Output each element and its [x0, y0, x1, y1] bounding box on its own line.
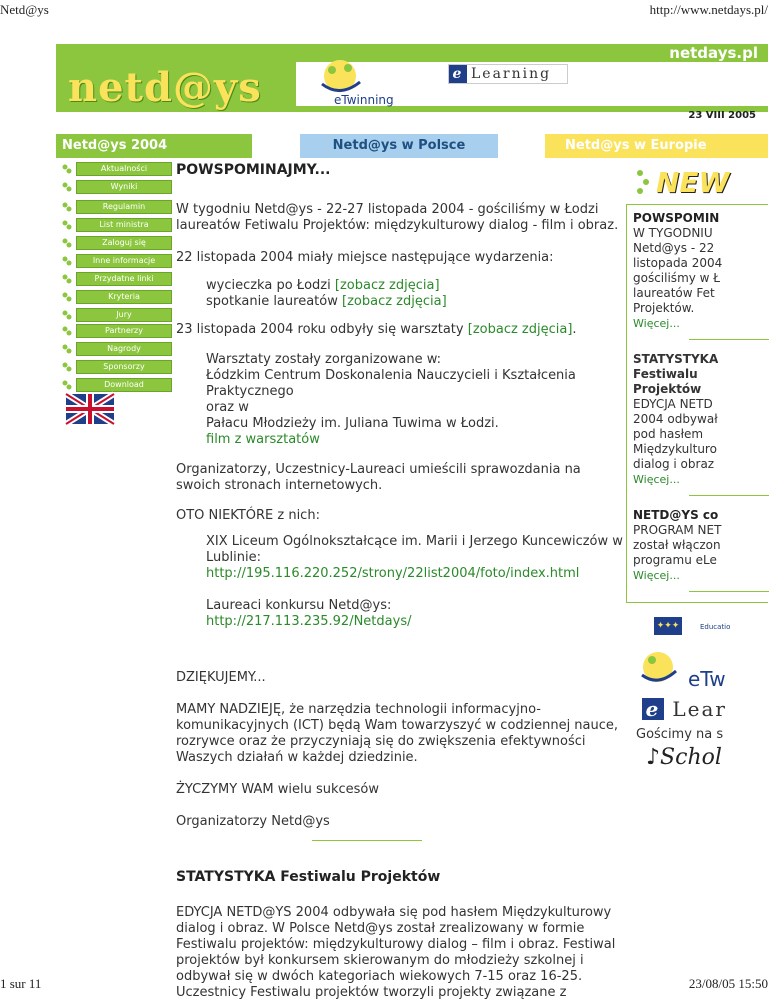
example-2-text: Laureaci konkursu Netd@ys: — [206, 598, 392, 613]
sidebar-item-label[interactable]: Aktualności — [76, 162, 172, 176]
sidebar-item-label[interactable]: Nagrody — [76, 342, 172, 356]
sidebar-item-label[interactable]: Przydatne linki — [76, 272, 172, 286]
bullet-icon — [62, 380, 72, 390]
event-meeting: spotkanie laureatów — [206, 294, 338, 309]
banner-date: 23 VIII 2005 — [688, 110, 756, 121]
print-timestamp: 23/08/05 15:50 — [688, 976, 768, 991]
sidebar-item-5[interactable] — [62, 252, 172, 270]
examples-heading: OTO NIEKTÓRE z nich: — [176, 508, 320, 523]
tab-netdays-polska[interactable]: Netd@ys w Polsce — [300, 134, 498, 158]
education-logo[interactable]: Educatio — [700, 623, 731, 631]
site-domain[interactable]: netdays.pl — [669, 44, 758, 62]
uk-flag-icon[interactable] — [66, 394, 114, 424]
bullet-icon — [62, 256, 72, 266]
bullet-icon — [62, 326, 72, 336]
sidebar-item-7[interactable] — [62, 288, 172, 306]
sidebar-item-label[interactable]: Partnerzy — [76, 324, 172, 338]
reports-text: Organizatorzy, Uczestnicy-Laureaci umieścili sprawozdania na swoich stronach internetowych. — [176, 462, 581, 493]
bullet-icon — [62, 164, 72, 174]
browser-title: Netd@ys — [0, 2, 49, 17]
etwinning-logo-small[interactable] — [632, 647, 692, 695]
sidebar-item-9[interactable] — [62, 322, 172, 340]
news-3-text: PROGRAM NET został włączon programu eLe — [633, 523, 722, 567]
site-banner — [56, 44, 768, 124]
sidebar-item-label[interactable]: Zaloguj się — [76, 236, 172, 250]
sidebar-item-3[interactable] — [62, 216, 172, 234]
page-title: POWSPOMINAJMY... — [176, 162, 331, 178]
workshops-place-2: Pałacu Młodzieży im. Juliana Tuwima w Łodzi. — [206, 416, 499, 431]
news-1-title: POWSPOMIN — [633, 211, 720, 225]
sidebar-item-10[interactable] — [62, 340, 172, 358]
elearning-logo-small[interactable]: e Lear — [642, 697, 727, 721]
sidebar-item-label[interactable]: Kryteria — [76, 290, 172, 304]
elearning-logo[interactable]: e Learning — [448, 64, 568, 84]
bullet-icon — [62, 220, 72, 230]
workshops-place-1: Łódzkim Centrum Doskonalenia Nauczycieli i Kształcenia Praktycznego — [206, 368, 576, 399]
sidebar-item-label[interactable]: Download — [76, 378, 172, 392]
news-3-more[interactable]: Więcej... — [633, 569, 680, 582]
bullet-icon — [62, 310, 72, 320]
netdays-logo[interactable]: netd@ys — [68, 64, 262, 111]
event-trip: wycieczka po Łodzi — [206, 278, 331, 293]
news-3-title: NETD@YS co — [633, 508, 719, 522]
example-1-link[interactable]: http://195.116.220.252/strony/22list2004/foto/index.html — [206, 566, 580, 581]
bullet-icon — [62, 362, 72, 372]
sidebar-item-label[interactable]: Jury — [76, 308, 172, 322]
sidebar-item-4[interactable] — [62, 234, 172, 252]
photos-link-workshops[interactable]: [zobacz zdjęcia] — [467, 322, 573, 337]
stats-heading: STATYSTYKA Festiwalu Projektów — [176, 869, 441, 885]
bullet-icon — [62, 274, 72, 284]
news-1-text: W TYGODNIU Netd@ys - 22 listopada 2004 gościliśmy w Ł laureatów Fet Projektów. — [633, 226, 723, 315]
news-box — [626, 204, 768, 603]
news-logo: NEW — [634, 166, 768, 198]
photos-link-meeting[interactable]: [zobacz zdjęcia] — [342, 294, 447, 309]
section-divider — [312, 840, 422, 841]
news-2-title: STATYSTYKA Festiwalu Projektów — [633, 352, 719, 396]
thanks-text: DZIĘKUJEMY... — [176, 670, 266, 685]
hope-text: MAMY NADZIEJĘ, że narzędzia technologii informacyjno-komunikacyjnych (ICT) będą Wam towarzyszyć w codziennej nauce, rozrywce oraz że przyczyniają się do zwiększenia efektywności Waszych działań w każdej dziedzinie. — [176, 702, 619, 765]
browser-url: http://www.netdays.pl/ — [649, 2, 768, 17]
sidebar-item-2[interactable] — [62, 198, 172, 216]
eu-flag-icon[interactable]: ✦✦✦ — [654, 617, 682, 635]
page-counter: 1 sur 11 — [0, 976, 42, 991]
sidebar-item-0[interactable] — [62, 160, 172, 178]
events-intro: 22 listopada 2004 miały miejsce następujące wydarzenia: — [176, 250, 554, 265]
news-2-text: EDYCJA NETD 2004 odbywał pod hasłem Międzykulturo dialog i obraz — [633, 397, 718, 471]
news-1-more[interactable]: Więcej... — [633, 317, 680, 330]
wish-text: ŻYCZYMY WAM wielu sukcesów — [176, 782, 380, 797]
film-link[interactable]: film z warsztatów — [206, 432, 320, 447]
sidebar-item-label[interactable]: Sponsorzy — [76, 360, 172, 374]
sidebar-item-label[interactable]: List ministra — [76, 218, 172, 232]
etwinning-logo[interactable] — [308, 54, 394, 108]
tab-netdays-2004[interactable]: Netd@ys 2004 — [56, 134, 252, 158]
sidebar-item-6[interactable] — [62, 270, 172, 288]
sidebar-item-12[interactable] — [62, 376, 172, 394]
sidebar-item-label[interactable]: Regulamin — [76, 200, 172, 214]
example-2-link[interactable]: http://217.113.235.92/Netdays/ — [206, 614, 412, 629]
workshops-text: 23 listopada 2004 roku odbyły się warsztaty — [176, 322, 464, 337]
example-1-text: XIX Liceum Ogólnokształcące im. Marii i Jerzego Kuncewiczów w Lublinie: — [206, 534, 623, 565]
workshops-place-and: oraz w — [206, 400, 249, 415]
news-bullets-icon — [634, 168, 654, 196]
guests-text: Gościmy na s — [636, 727, 724, 742]
news-2-more[interactable]: Więcej... — [633, 473, 680, 486]
bullet-icon — [62, 202, 72, 212]
sidebar-item-11[interactable] — [62, 358, 172, 376]
tab-netdays-europa[interactable]: Netd@ys w Europie — [545, 134, 768, 158]
bullet-icon — [62, 344, 72, 354]
etwinning-text: eTwinning — [334, 93, 394, 107]
news-column: NEW POWSPOMIN W TYGODNIU Netd@ys - 22 listopada 2004 gościliśmy w Ł laureatów Fet Projektów. Więcej... STATYSTYKA Festiwalu Projektów EDYCJA NETD 2004 odbywał pod hasłem Międzykulturo dialog i obraz Więcej... NETD@YS co PROGRAM NET został włączon programu eLe Więcej... ✦✦✦ Educatio eTw e Lear Gościmy na s ♪Schol — [626, 160, 768, 785]
bullet-icon — [62, 238, 72, 248]
intro-text: W tygodniu Netd@ys - 22-27 listopada 2004 - gościliśmy w Łodzi laureatów Fetiwalu Projektów: międzykulturowy dialog - film i obraz. — [176, 202, 619, 233]
scholaris-logo[interactable]: ♪Schol — [646, 745, 722, 770]
bullet-icon — [62, 182, 72, 192]
sidebar-item-1[interactable] — [62, 178, 172, 196]
main-content: POWSPOMINAJMY... W tygodniu Netd@ys - 22-27 listopada 2004 - gościliśmy w Łodzi laureatów Fetiwalu Projektów: międzykulturowy dialog - film i obraz. 22 listopada 2004 miały miejsce następujące wydarzenia: wycieczka po Łodzi [zobacz zdjęcia] spotkanie laureatów [zobacz zdjęcia] 23 listopada 2004 roku odbyły się warsztaty [zobacz zdjęcia]. Warsztaty zostały zorganizowane w: Łódzkim Centrum Doskonalenia Nauczycieli i Kształcenia Praktycznego oraz w Pałacu Młodzieży im. Juliana Tuwima w Łodzi. film z warsztatów Organizatorzy, Uczestnicy-Laureaci umieścili sprawozdania na swoich stronach internetowych. OTO NIEKTÓRE z nich: XIX Liceum Ogólnokształcące im. Marii i Jerzego Kuncewiczów w Lublinie: http://195.116.220.252/strony/22list2004/foto/index.html Laureaci konkursu Netd@ys: http://217.113.235.92/Netdays/ DZIĘKUJEMY... MAMY NADZIEJĘ, że narzędzia technologii informacyjno-komunikacyjnych (ICT) będą Wam towarzyszyć w codziennej nauce, rozrywce oraz że przyczyniają się do zwiększenia efektywności Waszych działań w każdej dziedzinie. ŻYCZYMY WAM wielu sukcesów Organizatorzy Netd@ys STATYSTYKA Festiwalu Projektów EDYCJA NETD@YS 2004 odbywała się pod hasłem Międzykulturowy dialog i obraz. W Polsce Netd@ys został zrealizowany w formie Festiwalu projektów: międzykulturowy dialog – film i obraz. Festiwal projektów był konkursem skierowanym do młodzieży szkolnej i odbywał się w dwóch kategoriach wiekowych 7-15 oraz 16-25. Uczestnicy Festiwalu projektów tworzyli projekty związane z — [176, 162, 623, 1000]
stats-text: EDYCJA NETD@YS 2004 odbywała się pod hasłem Międzykulturowy dialog i obraz. W Polsce Netd@ys został zrealizowany w formie Festiwalu projektów: międzykulturowy dialog – film i obraz. Festiwal projektów był konkursem skierowanym do młodzieży szkolnej i odbywał się w dwóch kategoriach wiekowych 7-15 oraz 16-25. Uczestnicy Festiwalu projektów tworzyli projekty związane z — [176, 905, 616, 1000]
bullet-icon — [62, 292, 72, 302]
photos-link-trip[interactable]: [zobacz zdjęcia] — [334, 278, 440, 293]
sidebar-item-label[interactable]: Wyniki — [76, 180, 172, 194]
workshops-place-intro: Warsztaty zostały zorganizowane w: — [206, 352, 442, 367]
organizers-text: Organizatorzy Netd@ys — [176, 814, 330, 829]
sidebar-item-label[interactable]: Inne informacje — [76, 254, 172, 268]
